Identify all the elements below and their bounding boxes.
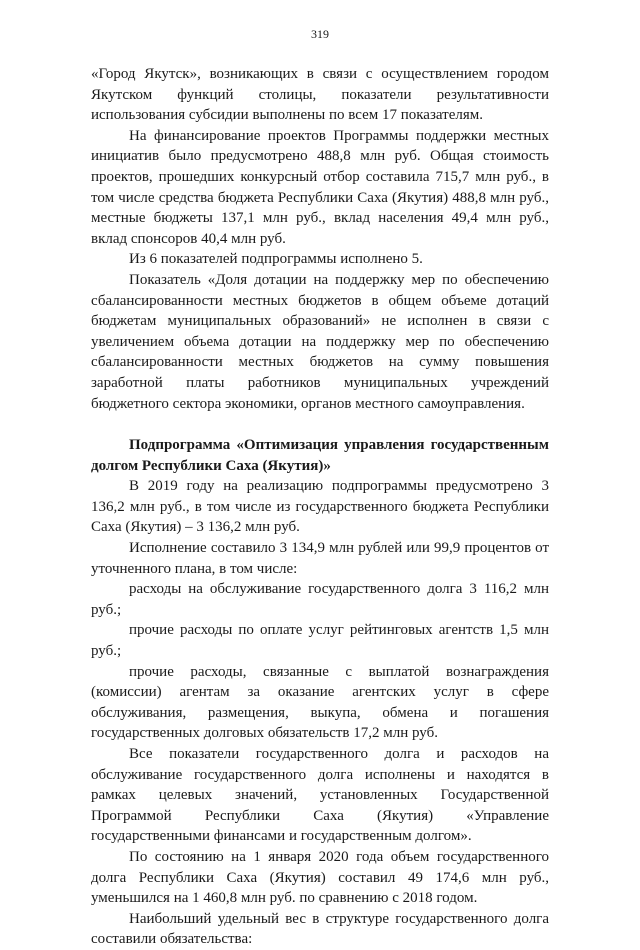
paragraph-subprogram-funding: В 2019 году на реализацию подпрограммы предусмотрено 3 136,2 млн руб., в том числе из государственного бюджета Республики Саха (Якутия) – 3 136,2 млн руб. [91, 478, 549, 536]
paragraph-execution-total: Исполнение составило 3 134,9 млн рублей или 99,9 процентов от уточненного плана, в том числе: [91, 540, 549, 577]
page-number: 319 [311, 27, 329, 41]
paragraph-debt-indicators-executed: Все показатели государственного долга и расходов на обслуживание государственного долга исполнены и находятся в рамках целевых значений, установленных Государственной Программой Республики Саха (Якутия) «Управление государственными финансами и государственным долгом». [91, 746, 549, 845]
section-heading-debt-management: Подпрограмма «Оптимизация управления государственным долгом Республики Саха (Якутия)» [91, 437, 549, 474]
paragraph-yakutsk-capital-subsidy: «Город Якутск», возникающих в связи с осуществлением городом Якутском функций столицы, показатели результативности использования субсидии выполнены по всем 17 показателям. [91, 66, 549, 124]
list-item-debt-service-expenses: расходы на обслуживание государственного долга 3 116,2 млн руб.; [91, 581, 549, 618]
paragraph-indicators-executed: Из 6 показателей подпрограммы исполнено 5. [129, 251, 423, 268]
list-item-rating-agency-expenses: прочие расходы по оплате услуг рейтинговых агентств 1,5 млн руб.; [91, 622, 549, 660]
document-body [91, 64, 549, 950]
list-item-agent-commission-expenses: прочие расходы, связанные с выплатой вознаграждения (комиссии) агентам за оказание агентских услуг в сфере обслуживания, размещения, выкупа, обмена и погашения государственных долговых обязательств 17,2 млн руб. [91, 663, 549, 742]
paragraph-debt-volume-2020: По состоянию на 1 января 2020 года объем государственного долга Республики Саха (Якутия) составил 49 174,6 млн руб., уменьшился на 1 460,8 млн руб. по сравнению с 2018 годом. [91, 848, 549, 907]
paragraph-subsidy-share-indicator: Показатель «Доля дотации на поддержку мер по обеспечению сбалансированности местных бюджетов в общем объеме дотаций бюджетам муниципальных образований» не исполнен в связи с увеличением объема дотации на поддержку мер по обеспечению сбалансированности местных бюджетов на сумму повышения заработной платы работников муниципальных учреждений бюджетного сектора экономики, органов местного самоуправления. [91, 271, 549, 412]
paragraph-local-initiatives-financing: На финансирование проектов Программы поддержки местных инициатив было предусмотрено 488,8 млн руб. Общая стоимость проектов, прошедших конкурсный отбор составила 715,7 млн руб., в том числе средства бюджета Республики Саха (Якутия) 488,8 млн руб., местные бюджеты 137,1 млн руб., вклад населения 49,4 млн руб., вклад спонсоров 40,4 млн руб. [91, 127, 549, 247]
paragraph-debt-structure: Наибольший удельный вес в структуре государственного долга составили обязательства: [91, 910, 549, 948]
